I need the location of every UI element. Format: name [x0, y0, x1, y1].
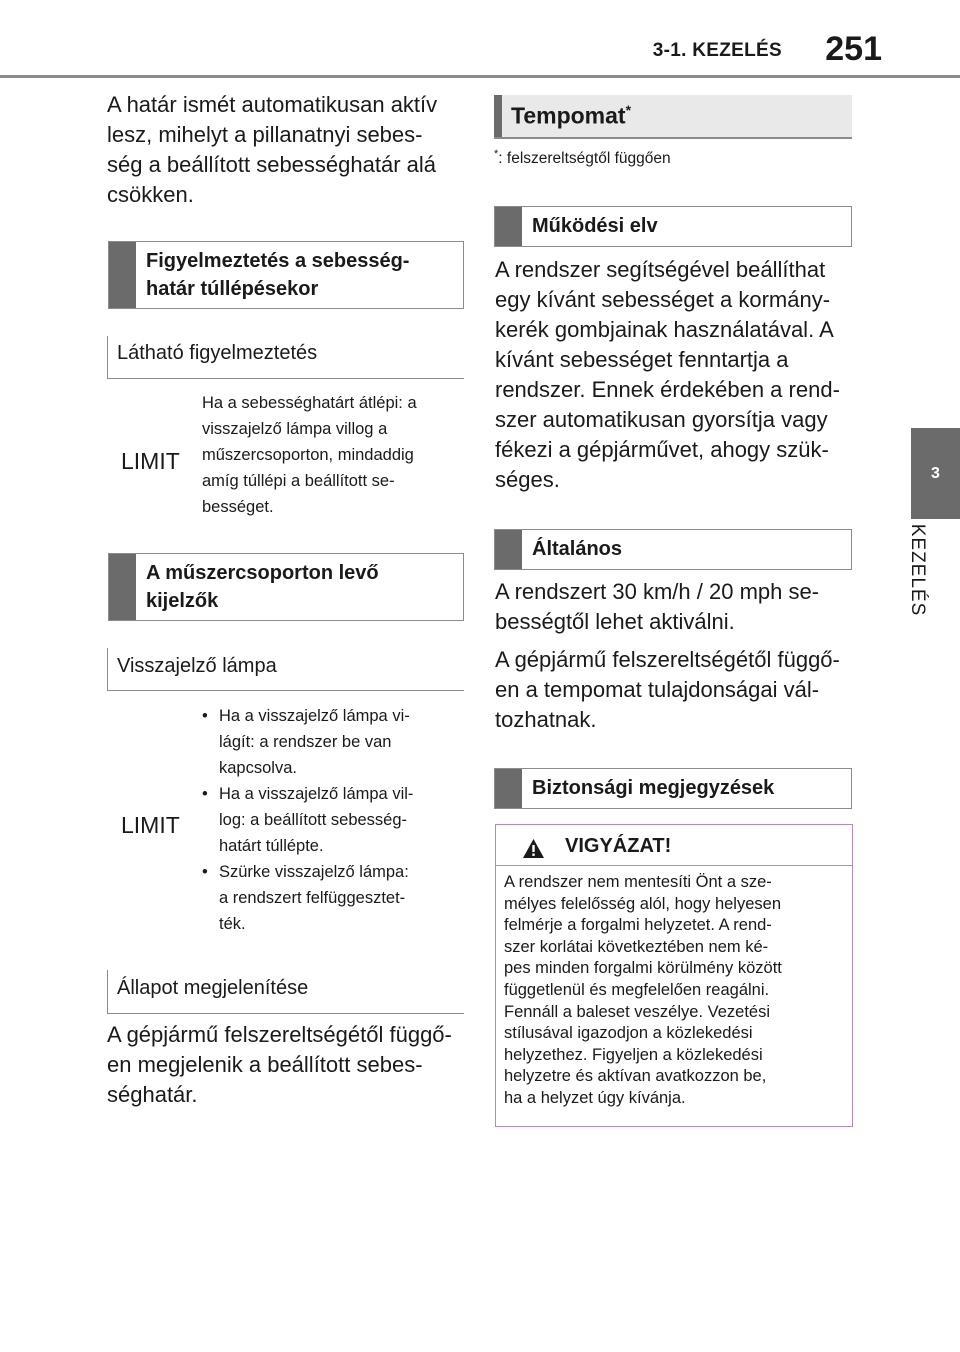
text-line: ség a beállított sebességhatár alá	[107, 152, 437, 177]
warning-triangle-icon	[522, 838, 545, 859]
list-item	[199, 781, 464, 859]
text-line: A rendszert 30 km/h / 20 mph se-	[495, 579, 820, 604]
intro-paragraph	[107, 90, 467, 210]
subhead-indicator-lamp: Visszajelző lámpa	[117, 655, 277, 677]
heading-text	[146, 559, 379, 615]
chapter-label	[897, 520, 937, 620]
limit-description	[202, 390, 464, 520]
text-line: A rendszer segítségével beállíthat	[495, 257, 826, 282]
subhead-rule-horizontal	[107, 1013, 464, 1014]
heading-text: Működési elv	[532, 215, 658, 237]
heading-bar	[495, 769, 522, 808]
text-line: csökken.	[107, 182, 194, 207]
text-line: Ha a sebességhatárt átlépi: a	[202, 394, 417, 412]
warning-box	[495, 824, 853, 1127]
list-item	[199, 703, 464, 781]
text-line: • Ha a visszajelző lámpa vi-	[219, 707, 410, 725]
text-line: kívánt sebességet fenntartja a	[495, 347, 789, 372]
text-line: amíg túllépi a beállított se-	[202, 472, 395, 490]
subhead-rule-horizontal	[107, 378, 464, 379]
limit-indicator: LIMIT	[121, 812, 180, 838]
heading-operating-principle	[494, 206, 852, 247]
text-line: lesz, mihelyt a pillanatnyi sebes-	[107, 122, 423, 147]
text-line: egy kívánt sebességet a kormány-	[495, 287, 831, 312]
text-line: ha a helyzet úgy kívánja.	[504, 1088, 686, 1107]
text-line: ték.	[219, 915, 246, 933]
text-line: bességtől lehet aktiválni.	[495, 609, 735, 634]
chapter-tab: 3	[911, 428, 960, 519]
text-line: Fennáll a baleset veszélye. Vezetési	[504, 1002, 770, 1021]
warning-title: VIGYÁZAT!	[565, 835, 672, 857]
text-line: en megjelenik a beállított sebes-	[107, 1052, 423, 1077]
text-line: szer automatikusan gyorsítja vagy	[495, 407, 828, 432]
text-line: kerék gombjainak használatával. A	[495, 317, 834, 342]
text-line: helyzethez. Figyeljen a közlekedési	[504, 1045, 763, 1064]
text-line: visszajelző lámpa villog a	[202, 420, 388, 438]
heading-line: kijelzők	[146, 590, 219, 612]
text-line: műszercsoporton, mindaddig	[202, 446, 414, 464]
section-title: 3-1. KEZELÉS	[652, 40, 782, 61]
chapter-label-text: KEZELÉS	[907, 523, 928, 617]
text-line: határt túllépte.	[219, 837, 324, 855]
text-line: A gépjármű felszereltségétől függő-	[107, 1022, 452, 1047]
text-line: helyzetre és aktívan avatkozzon be,	[504, 1067, 767, 1086]
limit-indicator: LIMIT	[121, 448, 180, 474]
text-line: bességet.	[202, 498, 274, 516]
text-line: stílusával igazodjon a közlekedési	[504, 1024, 753, 1043]
text-line: • Ha a visszajelző lámpa vil-	[219, 785, 414, 803]
heading-text: Biztonsági megjegyzések	[532, 777, 775, 799]
subhead-rule-horizontal	[107, 690, 464, 691]
heading-bar	[109, 554, 136, 620]
heading-bar	[495, 530, 522, 569]
heading-bar	[494, 95, 502, 137]
page-number: 251	[825, 30, 882, 68]
text-line: séghatár.	[107, 1082, 198, 1107]
subhead-rule-vertical	[107, 648, 108, 690]
heading-bar	[495, 207, 522, 246]
text-line: fékezi a gépjárművet, ahogy szük-	[495, 437, 829, 462]
text-line: mélyes felelősség alól, hogy helyesen	[504, 894, 781, 913]
text-line: log: a beállított sebesség-	[219, 811, 408, 829]
general-paragraph-2	[495, 645, 865, 735]
warning-header	[496, 825, 852, 866]
text-line: tozhatnak.	[495, 707, 597, 732]
outro-paragraph	[107, 1020, 477, 1110]
heading-text: Általános	[532, 538, 623, 560]
heading-general	[494, 529, 852, 570]
text-line: rendszer. Ennek érdekében a rend-	[495, 377, 840, 402]
heading-line: Figyelmeztetés a sebesség-	[146, 250, 410, 272]
heading-text	[511, 102, 631, 130]
subhead-rule-vertical	[107, 336, 108, 378]
heading-line: A műszercsoporton levő	[146, 562, 379, 584]
text-line: A határ ismét automatikusan aktív	[107, 92, 438, 117]
text-line: függetlenül és megfelelően reagálni.	[504, 980, 770, 999]
subhead-visible-warning: Látható figyelmeztetés	[117, 342, 318, 364]
footnote-mark: *	[494, 148, 499, 160]
warning-text	[504, 872, 849, 1110]
heading-bar	[109, 242, 136, 308]
text-line: A gépjármű felszereltségétől függő-	[495, 647, 840, 672]
text-line: kapcsolva.	[219, 759, 297, 777]
text-line: A rendszer nem mentesíti Önt a sze-	[504, 873, 772, 891]
heading-speed-limit-warning	[108, 241, 464, 309]
heading-title: Tempomat	[511, 102, 626, 129]
heading-instrument-displays	[108, 553, 464, 621]
list-item	[199, 859, 464, 937]
heading-text	[146, 247, 409, 303]
heading-safety-notes	[494, 768, 852, 809]
text-line: en a tempomat tulajdonságai vál-	[495, 677, 820, 702]
header-rule	[0, 75, 960, 78]
subhead-rule-vertical	[107, 970, 108, 1013]
text-line: séges.	[495, 467, 560, 492]
heading-line: határ túllépésekor	[146, 278, 319, 300]
text-line: szer korlátai következtében nem ké-	[504, 937, 769, 956]
text-line: • Szürke visszajelző lámpa:	[219, 863, 409, 881]
indicator-states-list	[199, 703, 464, 937]
subhead-status-display: Állapot megjelenítése	[117, 977, 309, 999]
text-line: pes minden forgalmi körülmény között	[504, 959, 782, 978]
text-line: a rendszert felfüggesztet-	[219, 889, 406, 907]
footnote-mark: *	[625, 102, 632, 118]
footnote	[494, 148, 671, 168]
text-line: lágít: a rendszer be van	[219, 733, 392, 751]
general-paragraph-1	[495, 577, 855, 637]
text-line: felmérje a forgalmi helyzetet. A rend-	[504, 916, 772, 935]
footnote-text: : felszereltségtől függően	[498, 150, 671, 168]
heading-tempomat	[494, 95, 852, 139]
operating-principle-paragraph	[495, 255, 855, 495]
